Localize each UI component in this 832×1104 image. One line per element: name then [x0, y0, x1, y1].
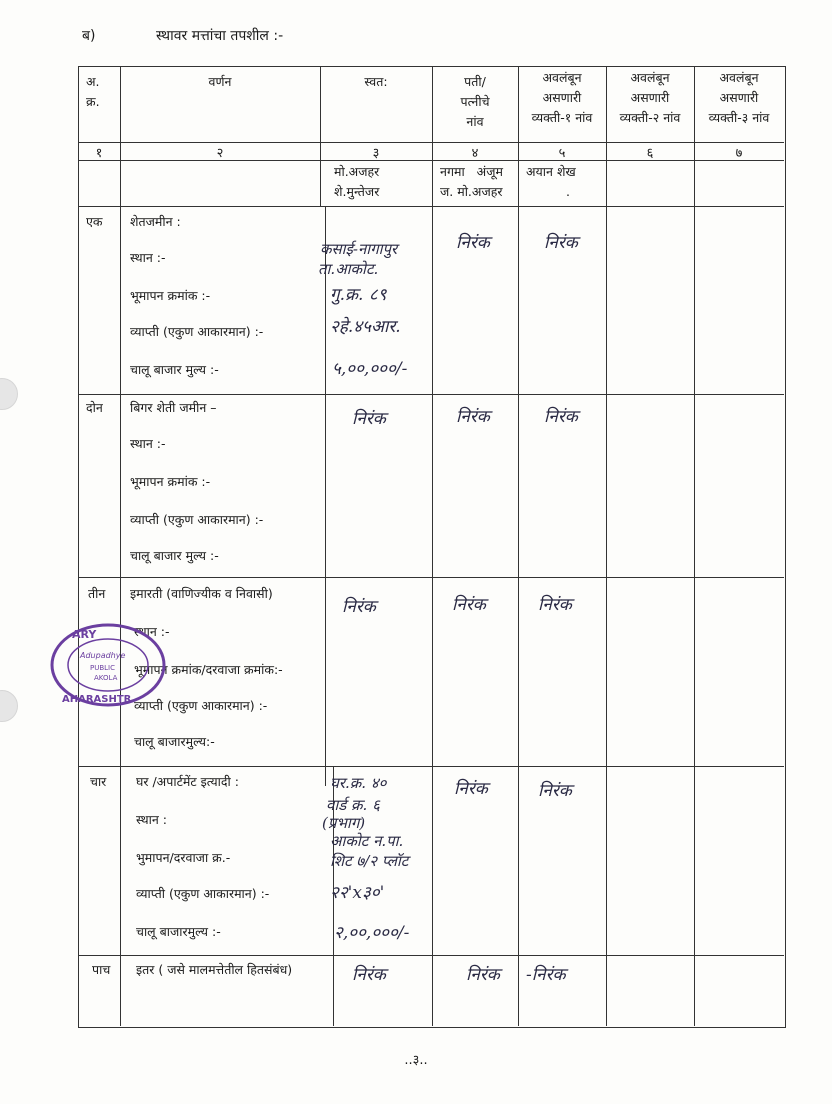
row3-location-label: स्थान :- — [134, 624, 170, 639]
row3-dep1-nil: निरंक — [538, 595, 572, 615]
row-line-r2 — [78, 577, 784, 578]
header-dep3-line3: व्यक्ती-३ नांव — [708, 110, 770, 125]
header-spouse — [432, 72, 518, 132]
self-name-line2: शे.मुन्तेजर — [334, 184, 380, 199]
row5-self-nil: निरंक — [352, 965, 386, 985]
header-dep2-line3: व्यक्ती-२ नांव — [619, 110, 681, 125]
row5-dep1-nil: -निरंक — [526, 965, 566, 985]
row3-spouse-nil: निरंक — [452, 595, 486, 615]
stamp-text-4: AKOLA — [94, 674, 118, 682]
header-spouse-line3: नांव — [466, 114, 484, 129]
header-dep2-line2: असणारी — [630, 90, 670, 105]
row2-spouse-nil: निरंक — [456, 407, 490, 427]
row2-location-label: स्थान :- — [130, 436, 166, 451]
row4-self-municipality: आकोट न.पा. — [330, 832, 404, 850]
row4-number: चार — [90, 774, 107, 789]
row1-dep1-nil: निरंक — [544, 233, 578, 253]
row3-title: इमारती (वाणिज्यीक व निवासी) — [130, 586, 273, 601]
col-line-4 — [518, 66, 519, 1026]
row1-self-area: २हे.४५आर. — [330, 317, 401, 337]
row1-self-location: कसाई-नागापुर — [320, 240, 398, 258]
row2-survey-label: भूमापन क्रमांक :- — [130, 474, 211, 489]
row2-value-label: चालू बाजार मुल्य :- — [130, 548, 219, 563]
header-spouse-line2: पत्नीचे — [460, 94, 490, 109]
row3-area-label: व्याप्ती (एकुण आकारमान) :- — [134, 698, 268, 713]
page-number: ..३.. — [404, 1053, 428, 1068]
col-line-6 — [694, 66, 695, 1026]
row1-self-survey: गु.क्र. ८९ — [330, 285, 387, 305]
header-self: स्वत: — [364, 74, 388, 89]
col-number-3: ३ — [372, 146, 380, 161]
col-number-6: ६ — [646, 146, 654, 161]
spouse-name-line1: नगमा अंजूम — [440, 164, 503, 179]
col-line-2b — [325, 206, 326, 786]
row4-dep1-nil: निरंक — [538, 781, 572, 801]
header-description: वर्णन — [208, 74, 232, 89]
row1-area-label: व्याप्ती (एकुण आकारमान) :- — [130, 324, 264, 339]
header-dependent-3 — [694, 68, 784, 128]
row1-location-label: स्थान :- — [130, 250, 166, 265]
col-number-2: २ — [216, 146, 224, 161]
row-line-names — [78, 206, 784, 207]
row1-title: शेतजमीन : — [130, 214, 181, 229]
header-dep1-line3: व्यक्ती-१ नांव — [531, 110, 593, 125]
row4-area-label: व्याप्ती (एकुण आकारमान) :- — [136, 886, 270, 901]
self-name-line1: मो.अजहर — [334, 164, 380, 179]
row-line-r1 — [78, 394, 784, 395]
header-dependent-2 — [606, 68, 694, 128]
stamp-text-5: AHARASHTR — [62, 694, 132, 705]
row1-value-label: चालू बाजार मुल्य :- — [130, 362, 219, 377]
section-title: स्थावर मत्तांचा तपशील :- — [156, 28, 284, 44]
punch-hole-top — [0, 378, 18, 410]
row1-spouse-nil: निरंक — [456, 233, 490, 253]
row-line-r3 — [78, 766, 784, 767]
row1-survey-label: भूमापन क्रमांक :- — [130, 288, 211, 303]
notary-stamp — [50, 622, 168, 708]
dependent-1-name: अयान शेख — [526, 164, 576, 179]
row3-self-nil: निरंक — [342, 597, 376, 617]
row4-self-value: २,००,०००/- — [334, 923, 410, 943]
stamp-text-2: Adupadhye — [80, 651, 126, 660]
col-number-4: ४ — [471, 146, 479, 161]
header-dep1-line2: असणारी — [542, 90, 582, 105]
col-line-3 — [432, 66, 433, 1026]
col-line-5 — [606, 66, 607, 1026]
col-number-7: ७ — [735, 146, 743, 161]
col-line-1 — [120, 66, 121, 1026]
section-heading — [82, 26, 284, 45]
row-line-r4 — [78, 955, 784, 956]
header-dep3-line2: असणारी — [719, 90, 759, 105]
col-number-5: ५ — [558, 146, 566, 161]
dependent-1-mark: . — [566, 184, 570, 199]
row1-number: एक — [86, 214, 103, 229]
row4-value-label: चालू बाजारमुल्य :- — [136, 924, 221, 939]
row4-survey-label: भुमापन/दरवाजा क्र.- — [136, 850, 231, 865]
row1-self-taluka: ता.आकोट. — [318, 260, 379, 278]
row5-spouse-nil: निरंक — [466, 965, 500, 985]
punch-hole-bottom — [0, 690, 18, 722]
row2-dep1-nil: निरंक — [544, 407, 578, 427]
section-marker: ब) — [82, 28, 96, 44]
row3-number: तीन — [88, 586, 106, 601]
row4-self-ward: वार्ड क्र. ६ — [326, 796, 380, 814]
header-serial: अ. क्र. — [86, 74, 100, 109]
row4-location-label: स्थान : — [136, 812, 167, 827]
spouse-name-line2: ज. मो.अजहर — [440, 184, 503, 199]
header-dependent-1 — [518, 68, 606, 128]
row2-number: दोन — [86, 400, 103, 415]
stamp-text-3: PUBLIC — [90, 664, 115, 672]
stamp-text-1: ARY — [72, 628, 97, 641]
row1-self-value: ५,००,०००/- — [332, 359, 408, 379]
row2-self-nil: निरंक — [352, 409, 386, 429]
row3-survey-label: भूमापन क्रमांक/दरवाजा क्रमांक:- — [134, 662, 283, 677]
row4-self-area: २२'x३०' — [330, 883, 385, 903]
row4-title: घर /अपार्टमेंट इत्यादी : — [136, 774, 239, 789]
row4-self-house-no: घर.क्र. ४० — [330, 774, 387, 792]
header-dep3-line1: अवलंबून — [719, 70, 759, 85]
header-dep2-line1: अवलंबून — [630, 70, 670, 85]
header-dep1-line1: अवलंबून — [542, 70, 582, 85]
notary-seal-icon — [50, 622, 168, 708]
row5-number: पाच — [92, 962, 111, 977]
row4-self-sheet: शिट ७/२ प्लॉट — [330, 852, 409, 870]
row2-area-label: व्याप्ती (एकुण आकारमान) :- — [130, 512, 264, 527]
row3-value-label: चालू बाजारमुल्य:- — [134, 734, 215, 749]
row2-title: बिगर शेती जमीन – — [130, 400, 217, 415]
col-number-1: १ — [95, 146, 103, 161]
row5-title: इतर ( जसे मालमत्तेतील हितसंबंध) — [136, 962, 293, 977]
row4-self-prabhag: (प्रभाग) — [322, 814, 366, 832]
header-spouse-line1: पती/ — [464, 74, 486, 89]
row4-spouse-nil: निरंक — [454, 779, 488, 799]
